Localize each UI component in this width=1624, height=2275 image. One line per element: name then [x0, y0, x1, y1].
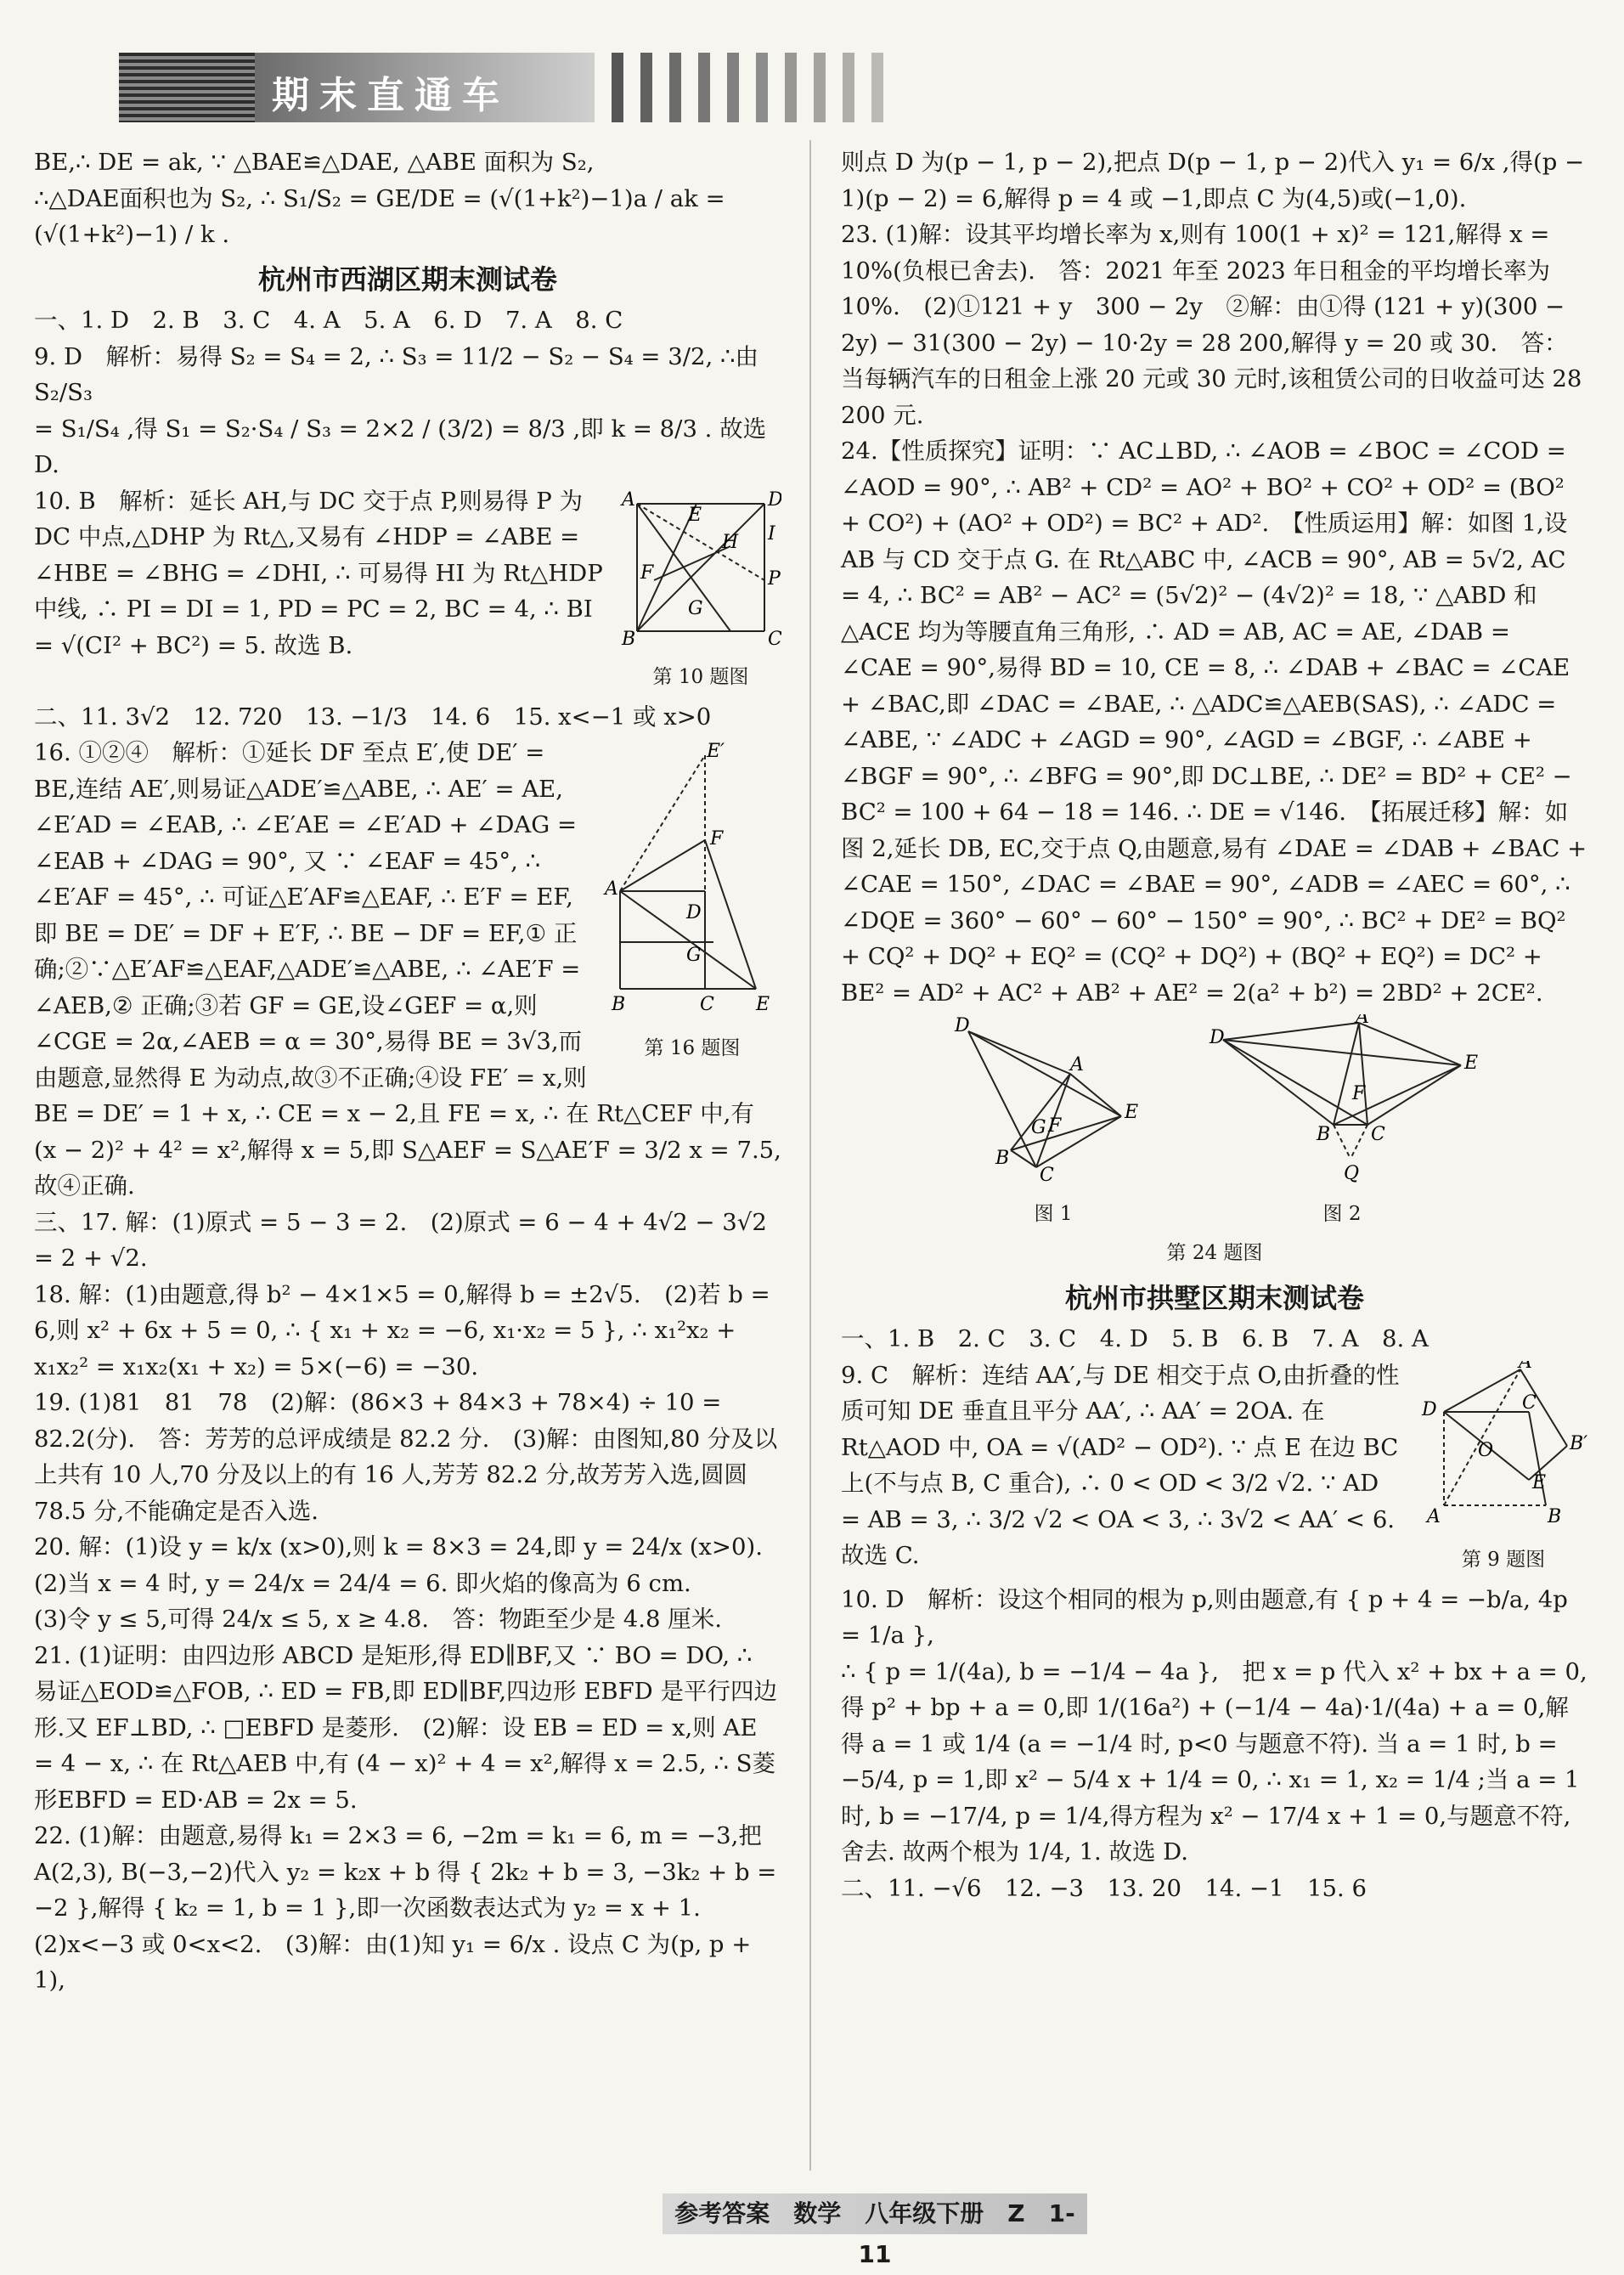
answer-text: (√(1+k²)−1) / k .	[34, 221, 230, 248]
figure-label: D	[768, 488, 781, 511]
figure-line	[620, 840, 705, 891]
answer-text: 则点 D 为(p − 1, p − 2),把点 D(p − 1, p − 2)代入 y₁ = 6/x ,得(p − 1)(p − 2) = 6,解得 p = 4 或 −1,即点 C 为(4,5)或(−1,0).	[841, 149, 1592, 212]
figure-line	[1223, 1023, 1359, 1040]
figure-label: A	[1427, 1505, 1441, 1527]
answer-text: = S₁/S₄ ,得 S₁ = S₂·S₄ / S₃ = 2×2 / (3/2) = 8/3 ,即 k = 8/3 . 故选 D.	[34, 415, 774, 478]
figure-label: P	[768, 567, 781, 590]
column-divider	[809, 140, 811, 2171]
answer-paragraph	[841, 217, 1588, 433]
figure-f24	[841, 1014, 1588, 1272]
answer-text: 9. C 解析：连结 AA′,与 DE 相交于点 O,由折叠的性质可知 DE 垂直且平分 AA′, ∴ AA′ = 2OA. 在 Rt△AOD 中, OA = √(AD² − OD²). ∵ 点 E 在边 BC 上(不与点 B, C 重合), ∴ 0 < OD < 3/2 √2. ∵ AD = AB = 3, ∴ 3/2 √2 < OA < 3, ∴ 3√2 < AA′ < 6. 故选 C.	[841, 1361, 1407, 1569]
answer-paragraph	[34, 1566, 781, 1602]
figure-label: A	[605, 878, 618, 900]
answer-paragraph	[841, 1582, 1588, 1654]
figure-label: G	[688, 597, 703, 619]
answer-text: 一、1. B 2. C 3. C 4. D 5. B 6. B 7. A 8. A	[841, 1325, 1429, 1352]
page-title: 期末直通车	[272, 74, 510, 117]
figure-subcaption: 图 1	[1034, 1202, 1073, 1225]
figure-line	[968, 1031, 1121, 1116]
figure-label: F	[640, 562, 654, 584]
answer-text: (2)当 x = 4 时, y = 24/x = 24/4 = 6. 即火焰的像高为 6 cm.	[34, 1569, 691, 1597]
banner-stripes	[119, 53, 255, 122]
answer-paragraph	[34, 1601, 781, 1638]
header-bar	[756, 53, 768, 122]
answer-text: ∴△DAE面积也为 S₂, ∴ S₁/S₂ = GE/DE = (√(1+k²)−1)a / ak =	[34, 184, 725, 212]
answer-text: 18. 解：(1)由题意,得 b² − 4×1×5 = 0,解得 b = ±2√5. (2)若 b = 6,则 x² + 6x + 5 = 0, ∴ { x₁ + x₂ = −6, x₁·x₂ = 5 }, ∴ x₁²x₂ + x₁x₂² = x₁x₂(x₁ + x₂) = 5×(−6) = −30.	[34, 1280, 778, 1380]
figure-label: C	[1040, 1165, 1054, 1184]
answer-text: ∴ { p = 1/(4a), b = −1/4 − 4a }, 把 x = p 代入 x² + bx + a = 0,得 p² + bp + a = 0,即 1/(16a²) + (−1/4 − 4a)·1/(4a) + a = 0,解得 a = 1 或 1/4 (a = −1/4 时, p<0 与题意不符). 当 a = 1 时, b = −5/4, p = 1,即 x² − 5/4 x + 1/4 = 0, ∴ x₁ = 1, x₂ = 1/4 ;当 a = 1 时, b = −17/4, p = 1/4,得方程为 x² − 17/4 x + 1 = 0,与题意不符,舍去. 故两个根为 1/4, 1. 故选 D.	[841, 1657, 1587, 1866]
figure-label: I	[768, 522, 775, 545]
figure-label: E	[688, 504, 702, 526]
answer-text: 杭州市拱墅区期末测试卷	[1064, 1281, 1364, 1314]
figure-label: B	[1548, 1505, 1562, 1527]
answer-paragraph	[34, 735, 781, 1205]
figure-line	[968, 1031, 1036, 1167]
figure-label: B	[622, 628, 636, 648]
answer-paragraph	[841, 1654, 1588, 1871]
figure-subcaption: 图 2	[1322, 1202, 1362, 1225]
answer-paragraph	[34, 181, 781, 217]
figure-label: E	[1464, 1053, 1478, 1074]
section-title	[34, 262, 781, 298]
answer-text: 一、1. D 2. B 3. C 4. A 5. A 6. D 7. A 8. C	[34, 307, 623, 334]
figure-line	[1011, 1074, 1070, 1150]
figure-label: B	[995, 1148, 1010, 1169]
figure-f9	[1418, 1361, 1588, 1578]
answer-paragraph	[34, 1638, 781, 1819]
answer-text: 10. D 解析：设这个相同的根为 p,则由题意,有 { p + 4 = −b/a, 4p = 1/a },	[841, 1585, 1576, 1649]
answer-text: (3)令 y ≤ 5,可得 24/x ≤ 5, x ≥ 4.8. 答：物距至少是 4.8 厘米.	[34, 1606, 722, 1633]
answer-paragraph	[34, 1385, 781, 1529]
answer-paragraph	[34, 302, 781, 339]
figure-label: H	[722, 531, 739, 553]
figure-label: B′	[1570, 1432, 1588, 1454]
right-column	[841, 144, 1594, 1906]
figure-24-1	[951, 1014, 1155, 1232]
section-title	[841, 1280, 1588, 1317]
answer-paragraph	[841, 1321, 1588, 1358]
figure-label: F	[710, 828, 724, 850]
answer-text: 三、17. 解：(1)原式 = 5 − 3 = 2. (2)原式 = 6 − 4 + 4√2 − 3√2 = 2 + √2.	[34, 1208, 775, 1272]
figure-label: E	[1532, 1471, 1547, 1493]
answer-paragraph	[34, 1205, 781, 1277]
header-bar	[669, 53, 681, 122]
figure-line	[1070, 1074, 1121, 1116]
figure-line	[1367, 1065, 1461, 1125]
figure-label: F	[1352, 1083, 1366, 1104]
answer-text: 16. ①②④ 解析：①延长 DF 至点 E′,使 DE′ = BE,连结 AE′,则易证△ADE′≌△ABE, ∴ AE′ = AE, ∠E′AD = ∠EAB, ∴ ∠E′AE = ∠E′AD + ∠DAG = ∠EAB + ∠DAG = 90°, 又 ∵ ∠EAF = 45°, ∴ ∠E′AF = 45°, ∴ 可证△E′AF≌△EAF, ∴ E′F = EF,即 BE = DE′ = DF + E′F, ∴ BE − DF = EF,① 正确;②∵△E′AF≌△EAF,△ADE′≌△ABE, ∴ ∠AE′F = ∠AEB,② 正确;③若 GF = GE,设∠GEF = α,则∠CGE = 2α,∠AEB = α = 30°,易得 BE = 3√3,而由题意,显然得 E 为动点,故③不正确;④设 FE′ = x,则 BE = DE′ = 1 + x, ∴ CE = x − 2,且 FE = x, ∴ 在 Rt△CEF 中,有 (x − 2)² + 4² = x²,解得 x = 5,即 S△AEF = S△AE′F = 3/2 x = 7.5,故④正确.	[34, 739, 781, 1200]
answer-paragraph	[34, 339, 781, 411]
figure-label: B	[612, 994, 626, 1015]
header-bar	[727, 53, 739, 122]
figure-label: O	[1478, 1439, 1494, 1461]
left-column	[34, 144, 785, 1999]
answer-paragraph	[841, 1871, 1588, 1907]
figure-label: E′	[707, 741, 725, 762]
header-bar	[612, 53, 623, 122]
answer-paragraph	[34, 1529, 781, 1566]
answer-text: 21. (1)证明：由四边形 ABCD 是矩形,得 ED∥BF,又 ∵ BO = DO, ∴ 易证△EOD≌△FOB, ∴ ED = FB,即 ED∥BF,四边形 EBFD 是平行四边形.又 EF⊥BD, ∴ □EBFD 是菱形. (2)解：设 EB = ED = x,则 AE = 4 − x, ∴ 在 Rt△AEB 中,有 (4 − x)² + 4 = x²,解得 x = 2.5, ∴ S菱形EBFD = ED·AB = 2x = 5.	[34, 1641, 777, 1814]
answer-text: 20. 解：(1)设 y = k/x (x>0),则 k = 8×3 = 24,即 y = 24/x (x>0).	[34, 1533, 763, 1561]
header-bar	[871, 53, 883, 122]
figure-f16	[603, 738, 781, 1066]
answer-text: 二、11. −√6 12. −3 13. 20 14. −1 15. 6	[841, 1874, 1367, 1902]
figure-caption: 第 10 题图	[652, 666, 749, 688]
figure-label: F	[1048, 1115, 1062, 1137]
figure-label: G	[686, 945, 702, 966]
answer-paragraph	[34, 1818, 785, 1999]
answer-text: 24.【性质探究】证明：∵ AC⊥BD, ∴ ∠AOB = ∠BOC = ∠COD = ∠AOD = 90°, ∴ AB² + CD² = AO² + BO² + CO² + OD² = (BO² + CO²) + (AO² + OD²) = BC² + AD². 【性质运用】解：如图 1,设 AB 与 CD 交于点 G. 在 Rt△ABC 中, ∠ACB = 90°, AB = 5√2, AC = 4, ∴ BC² = AB² − AC² = (5√2)² − (4√2)² = 18, ∵ △ABD 和△ACE 均为等腰直角三角形, ∴ AD = AB, AC = AE, ∠DAB = ∠CAE = 90°,易得 BD = 10, CE = 8, ∴ ∠DAB + ∠BAC = ∠CAE + ∠BAC,即 ∠DAC = ∠BAE, ∴ △ADC≌△AEB(SAS), ∴ ∠ADC = ∠ABE, ∵ ∠ADC + ∠AGD = 90°, ∠AGD = ∠BGF, ∴ ∠ABE + ∠BGF = 90°, ∴ ∠BFG = 90°,即 DC⊥BE, ∴ DE² = BD² + CE² − BC² = 100 + 64 − 18 = 146. ∴ DE = √146. 【拓展迁移】解：如图 2,延长 DB, EC,交于点 Q,由题意,易有 ∠DAE = ∠DAB + ∠BAC + ∠CAE = 150°, ∠DAC = ∠BAE = 90°, ∠ADB = ∠AEC = 60°, ∴ ∠DQE = 360° − 60° − 60° − 150° = 90°, ∴ BC² + DE² = BQ² + CQ² + DQ² + EQ² = (CQ² + DQ²) + (BQ² + EQ²) = DC² + BE² = AD² + AC² + AB² + AE² = 2(a² + b²) = 2BD² + 2CE².	[841, 438, 1594, 1007]
figure-label: D	[955, 1015, 970, 1036]
figure-label: A′	[1519, 1360, 1537, 1373]
figure-label: A	[622, 488, 635, 511]
page-footer: 参考答案 数学 八年级下册 Z 1-11	[663, 2193, 1087, 2234]
figure-label: D	[686, 902, 702, 923]
answer-paragraph	[34, 217, 781, 253]
answer-text: 10. B 解析：延长 AH,与 DC 交于点 P,则易得 P 为 DC 中点,△DHP 为 Rt△,又易有 ∠HDP = ∠ABE = ∠HBE = ∠BHG = ∠DHI, ∴ 可易得 HI 为 Rt△HDP 中线, ∴ PI = DI = 1, PD = PC = 2, BC = 4, ∴ BI = √(CI² + BC²) = 5. 故选 B.	[34, 487, 611, 659]
figure-label: D	[1210, 1027, 1225, 1048]
answer-text: BE,∴ DE = ak, ∵ △BAE≌△DAE, △ABE 面积为 S₂,	[34, 149, 595, 176]
figure-label: C	[768, 628, 781, 648]
figure-caption: 第 9 题图	[1461, 1549, 1546, 1571]
figure-label: C	[1522, 1392, 1537, 1414]
header-bar	[640, 53, 652, 122]
figure-f10	[620, 487, 781, 696]
figure-line	[1359, 1023, 1461, 1065]
header-bar	[843, 53, 854, 122]
answer-text: 19. (1)81 81 78 (2)解：(86×3 + 84×3 + 78×4) ÷ 10 = 82.2(分). 答：芳芳的总评成绩是 82.2 分. (3)解：由图知,80 分及以上共有 10 人,70 分及以上的有 16 人,芳芳 82.2 分,故芳芳入选,圆圆 78.5 分,不能确定是否入选.	[34, 1389, 778, 1525]
header-bars	[612, 53, 1087, 122]
answer-paragraph	[841, 433, 1594, 1011]
figure-caption: 第 16 题图	[644, 1036, 741, 1059]
header-bar	[814, 53, 826, 122]
figure-line	[1351, 1125, 1367, 1159]
figure-line	[1223, 1040, 1334, 1125]
figure-line	[1011, 1116, 1121, 1150]
answer-text: 二、11. 3√2 12. 720 13. −1/3 14. 6 15. x<−1 或 x>0	[34, 703, 712, 731]
answer-text: 9. D 解析：易得 S₂ = S₄ = 2, ∴ S₃ = 11/2 − S₂ − S₄ = 3/2, ∴由 S₂/S₃	[34, 342, 766, 406]
answer-paragraph	[34, 699, 781, 736]
answer-paragraph	[841, 144, 1592, 217]
figure-label: A	[1070, 1054, 1084, 1075]
header-bar	[785, 53, 797, 122]
figure-label: C	[1371, 1124, 1385, 1145]
figure-line	[620, 755, 705, 891]
answer-text: 22. (1)解：由题意,易得 k₁ = 2×3 = 6, −2m = k₁ = 6, m = −3,把 A(2,3), B(−3,−2)代入 y₂ = k₂x + b 得 { 2k₂ + b = 3, −3k₂ + b = −2 },解得 { k₂ = 1, b = 1 },即一次函数表达式为 y₂ = x + 1. (2)x<−3 或 0<x<2. (3)解：由(1)知 y₁ = 6/x . 设点 C 为(p, p + 1),	[34, 1822, 785, 1994]
header-bar	[698, 53, 710, 122]
header-banner	[119, 53, 595, 122]
figure-label: G	[1031, 1117, 1046, 1138]
figure-label: A	[1356, 1014, 1369, 1028]
answer-paragraph	[841, 1358, 1588, 1574]
answer-paragraph	[34, 144, 781, 181]
answer-paragraph	[34, 411, 781, 483]
answer-paragraph	[34, 1277, 781, 1386]
figure-label: C	[700, 994, 714, 1015]
figure-line	[705, 840, 756, 989]
figure-line	[1334, 1023, 1359, 1125]
answer-paragraph	[34, 483, 781, 688]
figure-24-2	[1206, 1014, 1478, 1232]
answer-text: 杭州市西湖区期末测试卷	[257, 262, 557, 296]
figure-label: E	[756, 994, 770, 1015]
figure-label: E	[1125, 1102, 1139, 1123]
figure-line	[1334, 1125, 1351, 1159]
answer-text: 23. (1)解：设其平均增长率为 x,则有 100(1 + x)² = 121,解得 x = 10%(负根已舍去). 答：2021 年至 2023 年日租金的平均增长率为 10%. (2)①121 + y 300 − 2y ②解：由①得 (121 + y)(300 − 2y) − 31(300 − 2y) − 10·2y = 28 200,解得 y = 20 或 30. 答：当每辆汽车的日租金上涨 20 元或 30 元时,该租赁公司的日收益可达 28 200 元.	[841, 221, 1590, 429]
figure-label: B	[1317, 1124, 1331, 1145]
figure-line	[968, 1031, 1070, 1074]
figure-label: D	[1422, 1398, 1437, 1420]
figure-caption: 第 24 题图	[1166, 1242, 1263, 1264]
figure-label: Q	[1344, 1163, 1360, 1184]
